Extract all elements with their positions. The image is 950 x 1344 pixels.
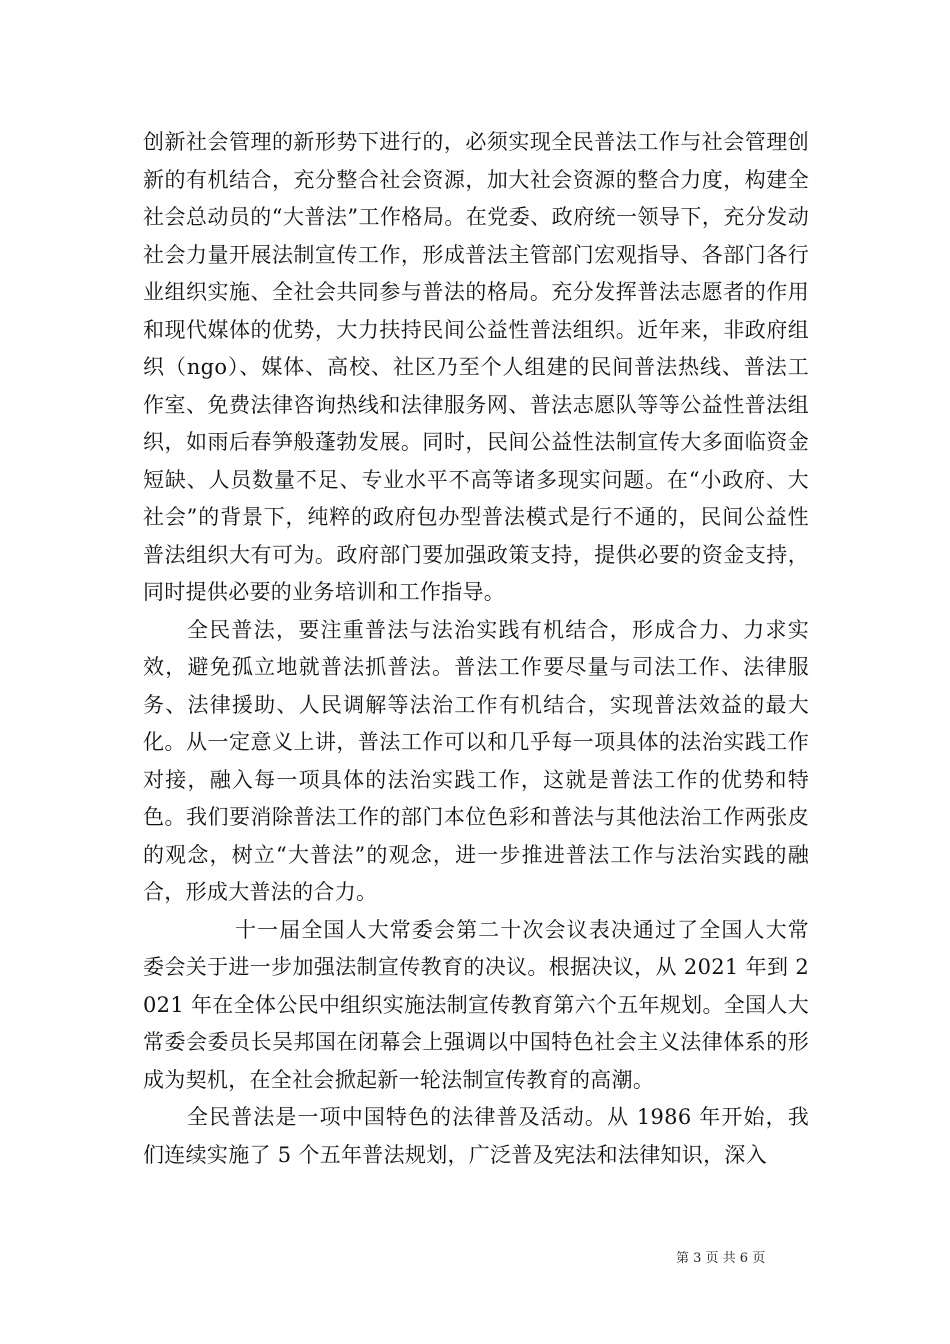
document-body: [143, 124, 809, 1174]
paragraph-4: 全民普法是一项中国特色的法律普及活动。从 1986 年开始，我们连续实施了 5 个五年普法规划，广泛普及宪法和法律知识，深入: [143, 1105, 809, 1167]
paragraph-3: 十一届全国人大常委会第二十次会议表决通过了全国人大常委会关于进一步加强法制宣传教育的决议。根据决议，从 2021 年到 2021 年在全体公民中组织实施法制宣传教育第六个五年规划。全国人大常委会委员长吴邦国在闭幕会上强调以中国特色社会主义法律体系的形成为契机，在全社会掀起新一轮法制宣传教育的高潮。: [143, 917, 809, 1092]
paragraph-2: 全民普法，要注重普法与法治实践有机结合，形成合力、力求实效，避免孤立地就普法抓普法。普法工作要尽量与司法工作、法律服务、法律援助、人民调解等法治工作有机结合，实现普法效益的最大化。从一定意义上讲，普法工作可以和几乎每一项具体的法治实践工作对接，融入每一项具体的法治实践工作，这就是普法工作的优势和特色。我们要消除普法工作的部门本位色彩和普法与其他法治工作两张皮的观念，树立“大普法”的观念，进一步推进普法工作与法治实践的融合，形成大普法的合力。: [143, 617, 809, 904]
page-number-footer: 第 3 页 共 6 页: [676, 1251, 766, 1266]
paragraph-1: 创新社会管理的新形势下进行的，必须实现全民普法工作与社会管理创新的有机结合，充分整合社会资源，加大社会资源的整合力度，构建全社会总动员的“大普法”工作格局。在党委、政府统一领导下，充分发动社会力量开展法制宣传工作，形成普法主管部门宏观指导、各部门各行业组织实施、全社会共同参与普法的格局。充分发挥普法志愿者的作用和现代媒体的优势，大力扶持民间公益性普法组织。近年来，非政府组织（ngo）、媒体、高校、社区乃至个人组建的民间普法热线、普法工作室、免费法律咨询热线和法律服务网、普法志愿队等等公益性普法组织，如雨后春笋般蓬勃发展。同时，民间公益性法制宣传大多面临资金短缺、人员数量不足、专业水平不高等诸多现实问题。在“小政府、大社会”的背景下，纯粹的政府包办型普法模式是行不通的，民间公益性普法组织大有可为。政府部门要加强政策支持，提供必要的资金支持，同时提供必要的业务培训和工作指导。: [143, 130, 809, 604]
